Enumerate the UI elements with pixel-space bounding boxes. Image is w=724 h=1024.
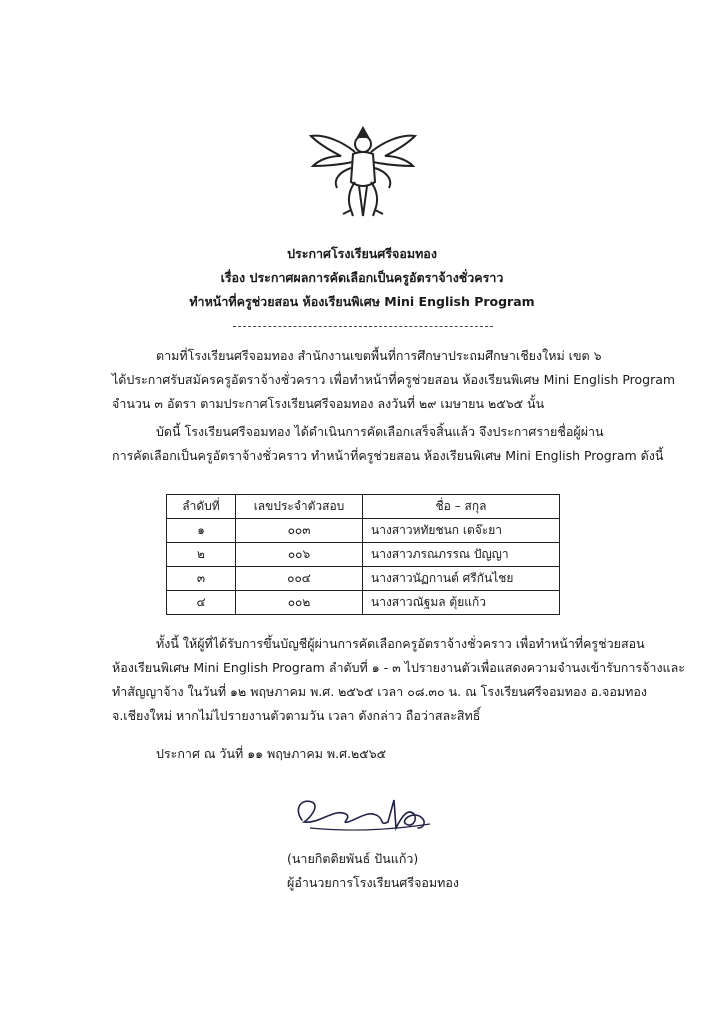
table-row	[167, 567, 560, 591]
closing-line-3: ทำสัญญาจ้าง ในวันที่ ๑๒ พฤษภาคม พ.ศ. ๒๕๖๕ เวลา ๐๘.๓๐ น. ณ โรงเรียนศรีจอมทอง อ.จอมทอง	[112, 684, 647, 699]
intro-line-1: ตามที่โรงเรียนศรีจอมทอง สำนักงานเขตพื้นที่การศึกษาประถมศึกษาเชียงใหม่ เขต ๖	[156, 348, 602, 363]
header-full-name: ชื่อ – สกุล	[363, 495, 560, 519]
garuda-emblem-icon	[303, 120, 423, 220]
title-line-2: เรื่อง ประกาศผลการคัดเลือกเป็นครูอัตราจ้างชั่วคราว	[220, 270, 504, 285]
closing-line-1: ทั้งนี้ ให้ผู้ที่ได้รับการขึ้นบัญชีผู้ผ่านการคัดเลือกครูอัตราจ้างชั่วคราว เพื่อทำหน้าที่ครูช่วยสอน	[156, 636, 645, 651]
signatory-position: ผู้อำนวยการโรงเรียนศรีจอมทอง	[287, 875, 459, 890]
intro-line-3: จำนวน ๓ อัตรา ตามประกาศโรงเรียนศรีจอมทอง ลงวันที่ ๒๙ เมษายน ๒๕๖๕ นั้น	[112, 396, 545, 411]
signature-mark	[290, 788, 440, 838]
intro-line-5: การคัดเลือกเป็นครูอัตราจ้างชั่วคราว ทำหน้าที่ครูช่วยสอน ห้องเรียนพิเศษ Mini English Program ดังนี้	[112, 448, 664, 463]
header-order: ลำดับที่	[167, 495, 236, 519]
cell-exam-id: ๐๐๒	[236, 591, 363, 615]
intro-line-2: ได้ประกาศรับสมัครครูอัตราจ้างชั่วคราว เพื่อทำหน้าที่ครูช่วยสอน ห้องเรียนพิเศษ Mini English Program	[112, 372, 676, 387]
table-header-row	[167, 495, 560, 519]
cell-order: ๒	[167, 543, 236, 567]
announce-date: ประกาศ ณ วันที่ ๑๑ พฤษภาคม พ.ศ.๒๕๖๕	[156, 746, 387, 761]
cell-exam-id: ๐๐๓	[236, 519, 363, 543]
results-table	[166, 494, 560, 615]
cell-order: ๓	[167, 567, 236, 591]
cell-order: ๔	[167, 591, 236, 615]
cell-full-name: นางสาวภรณภรรณ ปัญญา	[363, 543, 560, 567]
closing-line-4: จ.เชียงใหม่ หากไม่ไปรายงานตัวตามวัน เวลา ดังกล่าว ถือว่าสละสิทธิ์	[112, 708, 481, 723]
title-line-3: ทำหน้าที่ครูช่วยสอน ห้องเรียนพิเศษ Mini English Program	[189, 294, 535, 309]
title-line-1: ประกาศโรงเรียนศรีจอมทอง	[287, 246, 437, 261]
cell-order: ๑	[167, 519, 236, 543]
cell-exam-id: ๐๐๔	[236, 567, 363, 591]
cell-full-name: นางสาวณัฐมล ตุ้ยแก้ว	[363, 591, 560, 615]
cell-full-name: นางสาวหทัยชนก เตจ๊ะยา	[363, 519, 560, 543]
table-row	[167, 519, 560, 543]
cell-full-name: นางสาวนัฏกานต์ ศรีกันไชย	[363, 567, 560, 591]
intro-line-4: บัดนี้ โรงเรียนศรีจอมทอง ได้ดำเนินการคัดเลือกเสร็จสิ้นแล้ว จึงประกาศรายชื่อผู้ผ่าน	[156, 424, 604, 439]
cell-exam-id: ๐๐๖	[236, 543, 363, 567]
table-row	[167, 591, 560, 615]
signatory-name: (นายกิตติยพันธ์ ปันแก้ว)	[287, 851, 419, 866]
divider-line	[233, 326, 493, 327]
header-exam-id: เลขประจำตัวสอบ	[236, 495, 363, 519]
table-row	[167, 543, 560, 567]
closing-line-2: ห้องเรียนพิเศษ Mini English Program ลำดับที่ ๑ - ๓ ไปรายงานตัวเพื่อแสดงความจำนงเข้ารับการจ้างและ	[112, 660, 685, 675]
